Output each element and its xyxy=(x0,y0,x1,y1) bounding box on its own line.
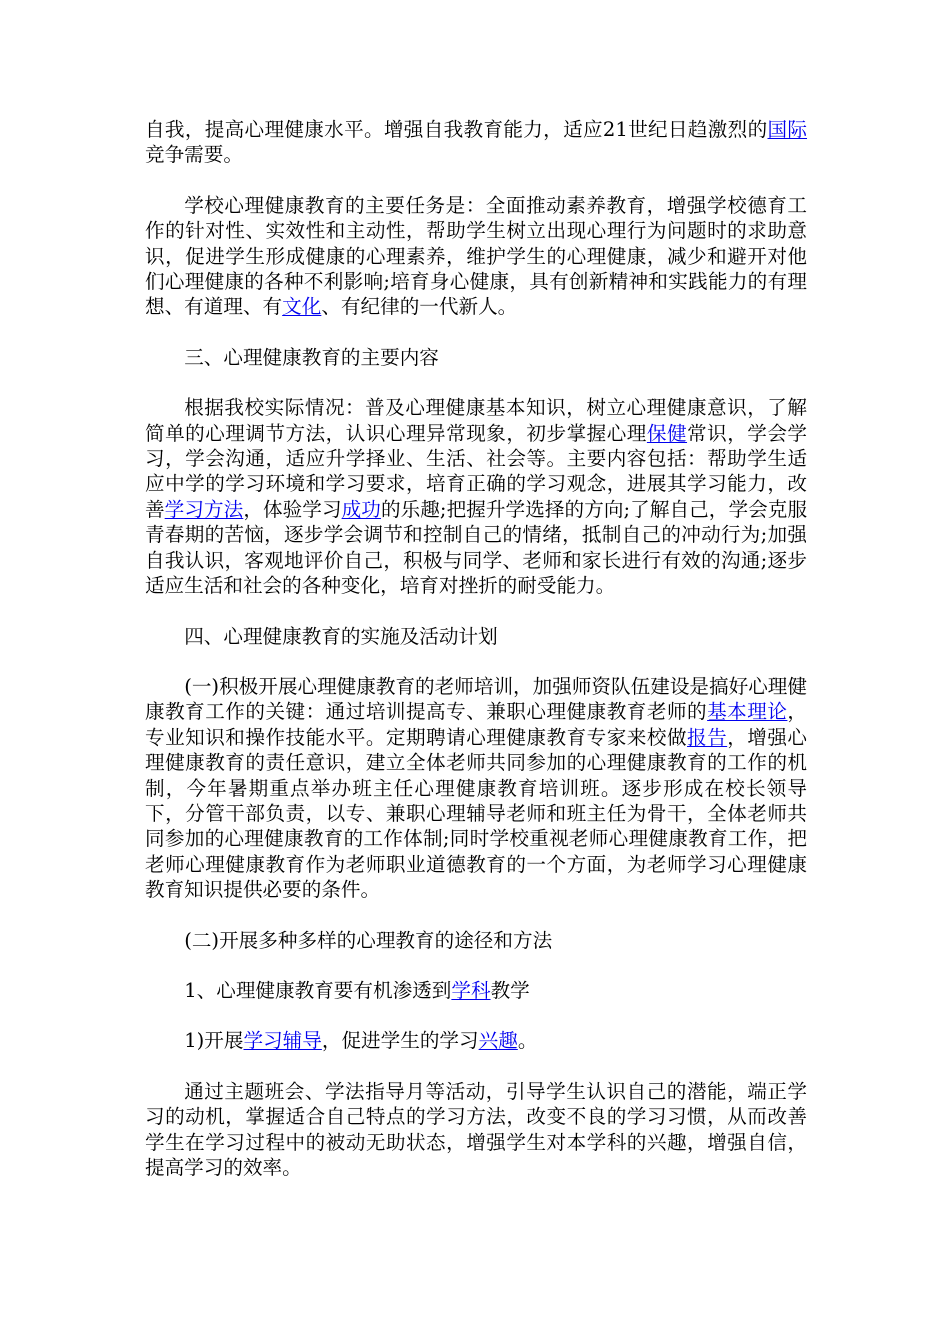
paragraph xyxy=(145,928,807,953)
document-body xyxy=(145,117,807,1205)
paragraph-text: 。 xyxy=(517,1029,538,1053)
paragraph-text: 1、心理健康教育要有机渗透到 xyxy=(184,978,452,1002)
paragraph xyxy=(145,395,807,598)
paragraph xyxy=(145,978,807,1003)
paragraph xyxy=(145,1028,807,1053)
paragraph-text: 三、心理健康教育的主要内容 xyxy=(184,345,439,369)
inline-link[interactable]: 学习辅导 xyxy=(243,1029,322,1053)
paragraph-text: 竞争需要。 xyxy=(145,143,243,167)
paragraph-text: (二)开展多种多样的心理教育的途径和方法 xyxy=(184,928,553,952)
paragraph-text: ，促进学生的学习 xyxy=(321,1029,479,1053)
inline-link[interactable]: 保健 xyxy=(646,421,688,445)
inline-link[interactable]: 基本理论 xyxy=(707,700,788,724)
paragraph-text: 通过主题班会、学法指导月等活动，引导学生认识自己的潜能，端正学习的动机，掌握适合自己特点的学习方法，改变不良的学习习惯，从而改善学生在学习过程中的被动无助状态，增强学生对本学科的兴趣，增强自信，提高学习的效率。 xyxy=(145,1079,807,1179)
paragraph-text: 四、心理健康教育的实施及活动计划 xyxy=(184,624,498,648)
inline-link[interactable]: 报告 xyxy=(687,725,728,749)
paragraph xyxy=(145,193,807,320)
inline-link[interactable]: 成功 xyxy=(341,497,381,521)
paragraph-text: ，增强心理健康教育的责任意识，建立全体老师共同参加的心理健康教育的工作的机制，今年暑期重点举办班主任心理健康教育培训班。逐步形成在校长领导下，分管干部负责，以专、兼职心理辅导老师和班主任为骨干，全体老师共同参加的心理健康教育的工作体制;同时学校重视老师心理健康教育工作，把老师心理健康教育作为老师职业道德教育的一个方面，为老师学习心理健康教育知识提供必要的条件。 xyxy=(145,725,808,902)
paragraph-text: 学校心理健康教育的主要任务是：全面推动素养教育，增强学校德育工作的针对性、实效性和主动性，帮助学生树立出现心理行为问题时的求助意识，促进学生形成健康的心理素养，维护学生的心理健康，减少和避开对他们心理健康的各种不利影响;培育身心健康，具有创新精神和实践能力的有理想、有道理、有 xyxy=(145,193,807,319)
paragraph-text: 教学 xyxy=(490,978,530,1002)
inline-link[interactable]: 兴趣 xyxy=(478,1029,518,1053)
paragraph-text: 1)开展 xyxy=(184,1029,244,1053)
paragraph xyxy=(145,117,807,168)
paragraph xyxy=(145,345,807,370)
paragraph xyxy=(145,674,807,903)
paragraph-text: ，体验学习 xyxy=(243,497,342,521)
paragraph xyxy=(145,1079,807,1181)
inline-link[interactable]: 国际 xyxy=(767,118,808,141)
paragraph-text: 的乐趣;把握升学选择的方向;了解自己，学会克服青春期的苦恼，逐步学会调节和控制自己的情绪，抵制自己的冲动行为;加强自我认识，客观地评价自己，积极与同学、老师和家长进行有效的沟通;逐步适应生活和社会的各种变化，培育对挫折的耐受能力。 xyxy=(145,497,808,598)
paragraph-text: 、有纪律的一代新人。 xyxy=(321,295,518,319)
paragraph-text: (一)积极开展心理健康教育的老师培训，加强师资队伍建设是搞好心理健康教育工作的关键：通过培训提高专、兼职心理健康教育老师的 xyxy=(145,674,807,724)
inline-link[interactable]: 学习方法 xyxy=(164,497,244,521)
paragraph xyxy=(145,624,807,649)
inline-link[interactable]: 学科 xyxy=(451,978,491,1002)
inline-link[interactable]: 文化 xyxy=(282,295,322,319)
paragraph-text: 常识，学会学习，学会沟通，适应升学择业、生活、社会等。主要内容包括：帮助学生适应中学的学习环境和学习要求，培育正确的学习观念，进展其学习能力，改善 xyxy=(145,421,808,521)
paragraph-text: 根据我校实际情况：普及心理健康基本知识，树立心理健康意识，了解简单的心理调节方法，认识心理异常现象，初步掌握心理 xyxy=(145,396,807,445)
paragraph-text: 自我，提高心理健康水平。增强自我教育能力，适应21世纪日趋激烈的 xyxy=(145,118,768,141)
paragraph-text: ，专业知识和操作技能水平。定期聘请心理健康教育专家来校做 xyxy=(145,700,808,749)
